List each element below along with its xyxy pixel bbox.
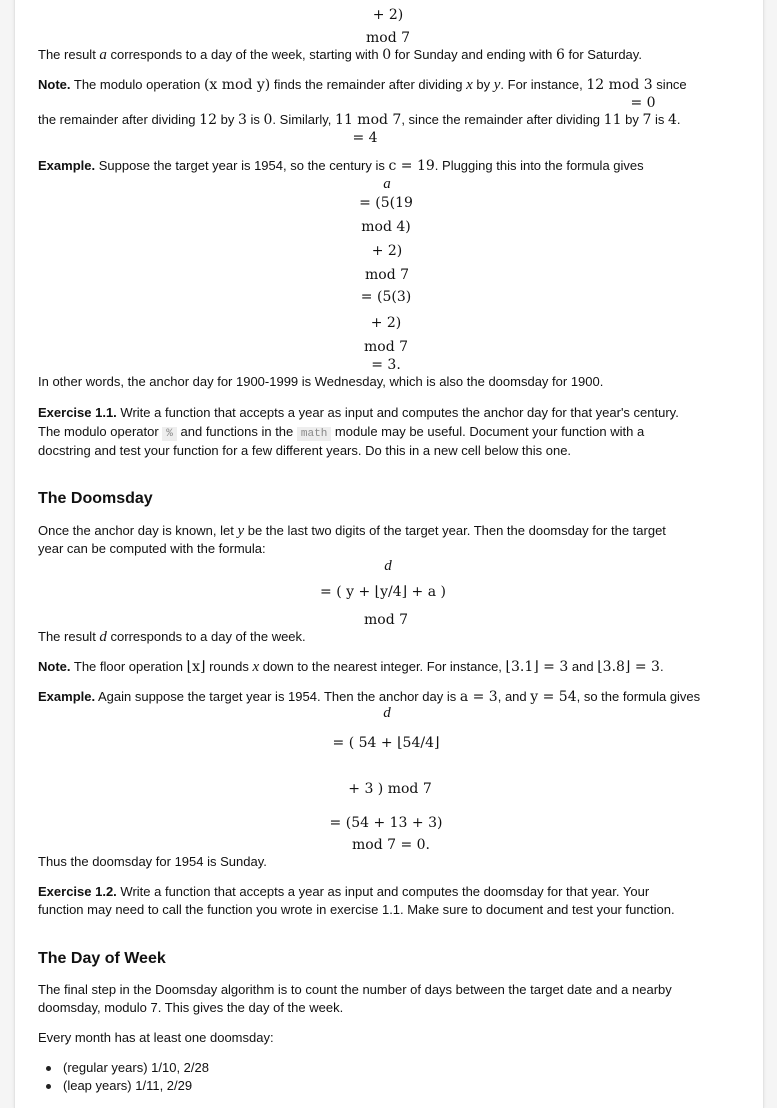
bullet-icon <box>46 1084 51 1089</box>
math-expression: = 4 <box>352 130 378 146</box>
text-segment: docstring and test your function for a few different years. Do this in a new cell below this one. <box>38 443 572 458</box>
text-segment: . <box>676 112 681 127</box>
bold-label: Exercise 1.2. <box>38 884 117 899</box>
equation-line <box>371 314 402 332</box>
paragraph-line <box>38 442 571 460</box>
equation-line <box>330 814 443 832</box>
equation-line <box>384 557 392 575</box>
text-segment: The final step in the Doomsday algorithm is to count the number of days between the target date and a nearby <box>38 982 672 997</box>
paragraph-line <box>38 423 644 443</box>
math-expression: = (5(19 <box>359 195 413 211</box>
text-segment: (leap years) 1/11, 2/29 <box>63 1078 193 1093</box>
math-expression: 0 <box>263 112 273 128</box>
text-segment: is <box>246 112 264 127</box>
text-segment: . Plugging this into the formula gives <box>434 158 644 173</box>
bold-label: Note. <box>38 659 71 674</box>
text-segment: Once the anchor day is known, let <box>38 523 238 538</box>
paragraph-line <box>38 688 700 706</box>
math-expression: 11 mod 7 <box>335 112 402 128</box>
math-expression: + 3 ) mod 7 <box>348 781 432 797</box>
math-variable: x <box>466 77 473 93</box>
bold-label: Example. <box>38 158 96 173</box>
math-expression: ⌊3.8⌋ = 3 <box>597 659 660 675</box>
math-variable: a <box>99 47 107 63</box>
text-segment: year can be computed with the formula: <box>38 541 266 556</box>
text-segment: by <box>216 112 238 127</box>
paragraph-line <box>38 76 687 94</box>
text-segment: Again suppose the target year is 1954. Then the anchor day is <box>95 689 460 704</box>
text-segment: . <box>659 659 664 674</box>
math-expression: ⌊3.1⌋ = 3 <box>505 659 569 675</box>
math-expression: 0 <box>382 47 392 63</box>
math-expression: mod 7 <box>365 30 411 46</box>
math-expression: a = 3 <box>459 689 498 705</box>
paragraph-line <box>38 157 644 175</box>
text-segment: doomsday, modulo 7. This gives the day of the week. <box>38 1000 344 1015</box>
text-segment: corresponds to a day of the week, starting with <box>106 47 383 62</box>
math-variable: a <box>383 176 391 192</box>
equation-line <box>383 704 391 722</box>
math-expression: = 0 <box>630 95 656 111</box>
list-item <box>63 1059 209 1077</box>
text-segment: since <box>652 77 687 92</box>
text-segment: . For instance, <box>500 77 587 92</box>
math-expression: 7 <box>642 112 652 128</box>
paragraph-line <box>38 540 266 558</box>
math-expression: = (54 + 13 + 3) <box>329 815 443 831</box>
text-segment: Suppose the target year is 1954, so the century is <box>95 158 389 173</box>
text-segment: The floor operation <box>70 659 187 674</box>
equation-line <box>320 583 446 601</box>
math-expression: mod 7 <box>363 339 409 355</box>
inline-code: % <box>162 427 177 441</box>
text-segment: The modulo operation <box>70 77 204 92</box>
paragraph-line <box>38 522 666 540</box>
text-segment: In other words, the anchor day for 1900-1999 is Wednesday, which is also the doomsday for 1900. <box>38 374 604 389</box>
math-expression: + 2) <box>372 7 404 23</box>
text-segment: and <box>568 659 598 674</box>
math-expression: mod 7 <box>364 267 410 283</box>
math-variable: y <box>237 523 245 539</box>
math-expression: 11 <box>603 112 622 128</box>
equation-line <box>333 734 440 752</box>
math-expression: (x mod y) <box>203 77 271 93</box>
equation-line <box>352 836 430 854</box>
math-variable: d <box>384 558 392 574</box>
paragraph-line <box>38 628 306 646</box>
equation-line <box>364 338 408 356</box>
math-expression: 3 <box>237 112 247 128</box>
bold-label: Exercise 1.1. <box>38 405 117 420</box>
paragraph-line <box>38 373 603 391</box>
text-segment: for Saturday. <box>564 47 642 62</box>
bold-label: Note. <box>38 77 71 92</box>
text-segment: corresponds to a day of the week. <box>106 629 306 644</box>
paragraph-line <box>38 658 664 676</box>
math-expression: + 2) <box>371 243 403 259</box>
text-segment: is <box>651 112 668 127</box>
math-expression: 12 mod 3 <box>586 77 653 93</box>
math-expression: = (5(3) <box>360 289 412 305</box>
math-variable: d <box>99 629 107 645</box>
equation-line <box>373 6 404 24</box>
paragraph-line <box>38 46 642 64</box>
text-segment: (regular years) 1/10, 2/28 <box>63 1060 209 1075</box>
equation-line <box>630 94 655 112</box>
paragraph-line <box>38 404 679 422</box>
math-expression: y = 54 <box>530 689 577 705</box>
math-expression: 12 <box>199 112 217 128</box>
text-segment: Every month has at least one doomsday: <box>38 1030 274 1045</box>
heading-text: The Doomsday <box>38 490 153 507</box>
math-expression: c = 19 <box>388 158 435 174</box>
text-segment: The result <box>38 629 100 644</box>
text-segment: rounds <box>205 659 253 674</box>
text-segment: The modulo operator <box>38 424 163 439</box>
paragraph-line <box>38 999 343 1017</box>
paragraph-line <box>38 901 675 919</box>
equation-line <box>383 175 391 193</box>
bullet-icon <box>46 1066 51 1071</box>
equation-line <box>361 218 411 236</box>
paragraph-line <box>38 111 681 129</box>
math-expression: mod 7 = 0. <box>351 837 431 853</box>
equation-line <box>352 129 377 147</box>
text-segment: , and <box>497 689 531 704</box>
text-segment: , since the remainder after dividing <box>401 112 604 127</box>
list-item <box>63 1077 192 1095</box>
equation-line <box>371 356 401 374</box>
inline-code: math <box>297 427 331 441</box>
text-segment: be the last two digits of the target year. Then the doomsday for the target <box>244 523 666 538</box>
text-segment: finds the remainder after dividing <box>270 77 467 92</box>
math-expression: = ( 54 + ⌊54/4⌋ <box>332 735 440 751</box>
paragraph-line <box>38 1029 274 1047</box>
math-expression: mod 7 <box>363 612 409 628</box>
text-segment: module may be useful. Document your function with a <box>331 424 645 439</box>
math-variable: d <box>383 705 391 721</box>
text-segment: , so the formula gives <box>576 689 701 704</box>
equation-line <box>372 242 403 260</box>
math-expression: = ( y + ⌊y/4⌋ + a ) <box>320 584 446 600</box>
paragraph-line <box>38 981 672 999</box>
math-expression: 6 <box>555 47 565 63</box>
text-segment: by <box>472 77 494 92</box>
section-heading <box>38 950 166 968</box>
text-segment: . Similarly, <box>272 112 336 127</box>
bold-label: Example. <box>38 689 96 704</box>
math-expression: = 3. <box>371 357 401 373</box>
text-segment: Write a function that accepts a year as input and computes the doomsday for that year. Your <box>116 884 650 899</box>
text-segment: function may need to call the function you wrote in exercise 1.1. Make sure to document and test your function. <box>38 902 675 917</box>
math-expression: + 2) <box>370 315 402 331</box>
math-expression: 4 <box>668 112 677 128</box>
paragraph-line <box>38 883 649 901</box>
equation-line <box>366 29 410 47</box>
text-segment: Write a function that accepts a year as input and computes the anchor day for that year's century. <box>116 405 679 420</box>
equation-line <box>348 780 431 798</box>
math-variable: x <box>252 659 260 675</box>
equation-line <box>359 194 413 212</box>
paragraph-line <box>38 853 267 871</box>
section-heading <box>38 490 153 508</box>
text-segment: and functions in the <box>176 424 297 439</box>
equation-line <box>364 611 408 629</box>
text-segment: The result <box>38 47 100 62</box>
text-segment: down to the nearest integer. For instance, <box>259 659 506 674</box>
text-segment: Thus the doomsday for 1954 is Sunday. <box>38 854 267 869</box>
math-variable: y <box>493 77 501 93</box>
equation-line <box>361 288 411 306</box>
math-expression: mod 4) <box>361 219 411 235</box>
text-segment: for Sunday and ending with <box>391 47 556 62</box>
heading-text: The Day of Week <box>38 950 166 967</box>
equation-line <box>365 266 409 284</box>
math-expression: ⌊x⌋ <box>186 659 206 675</box>
text-segment: by <box>621 112 643 127</box>
text-segment: the remainder after dividing <box>38 112 200 127</box>
